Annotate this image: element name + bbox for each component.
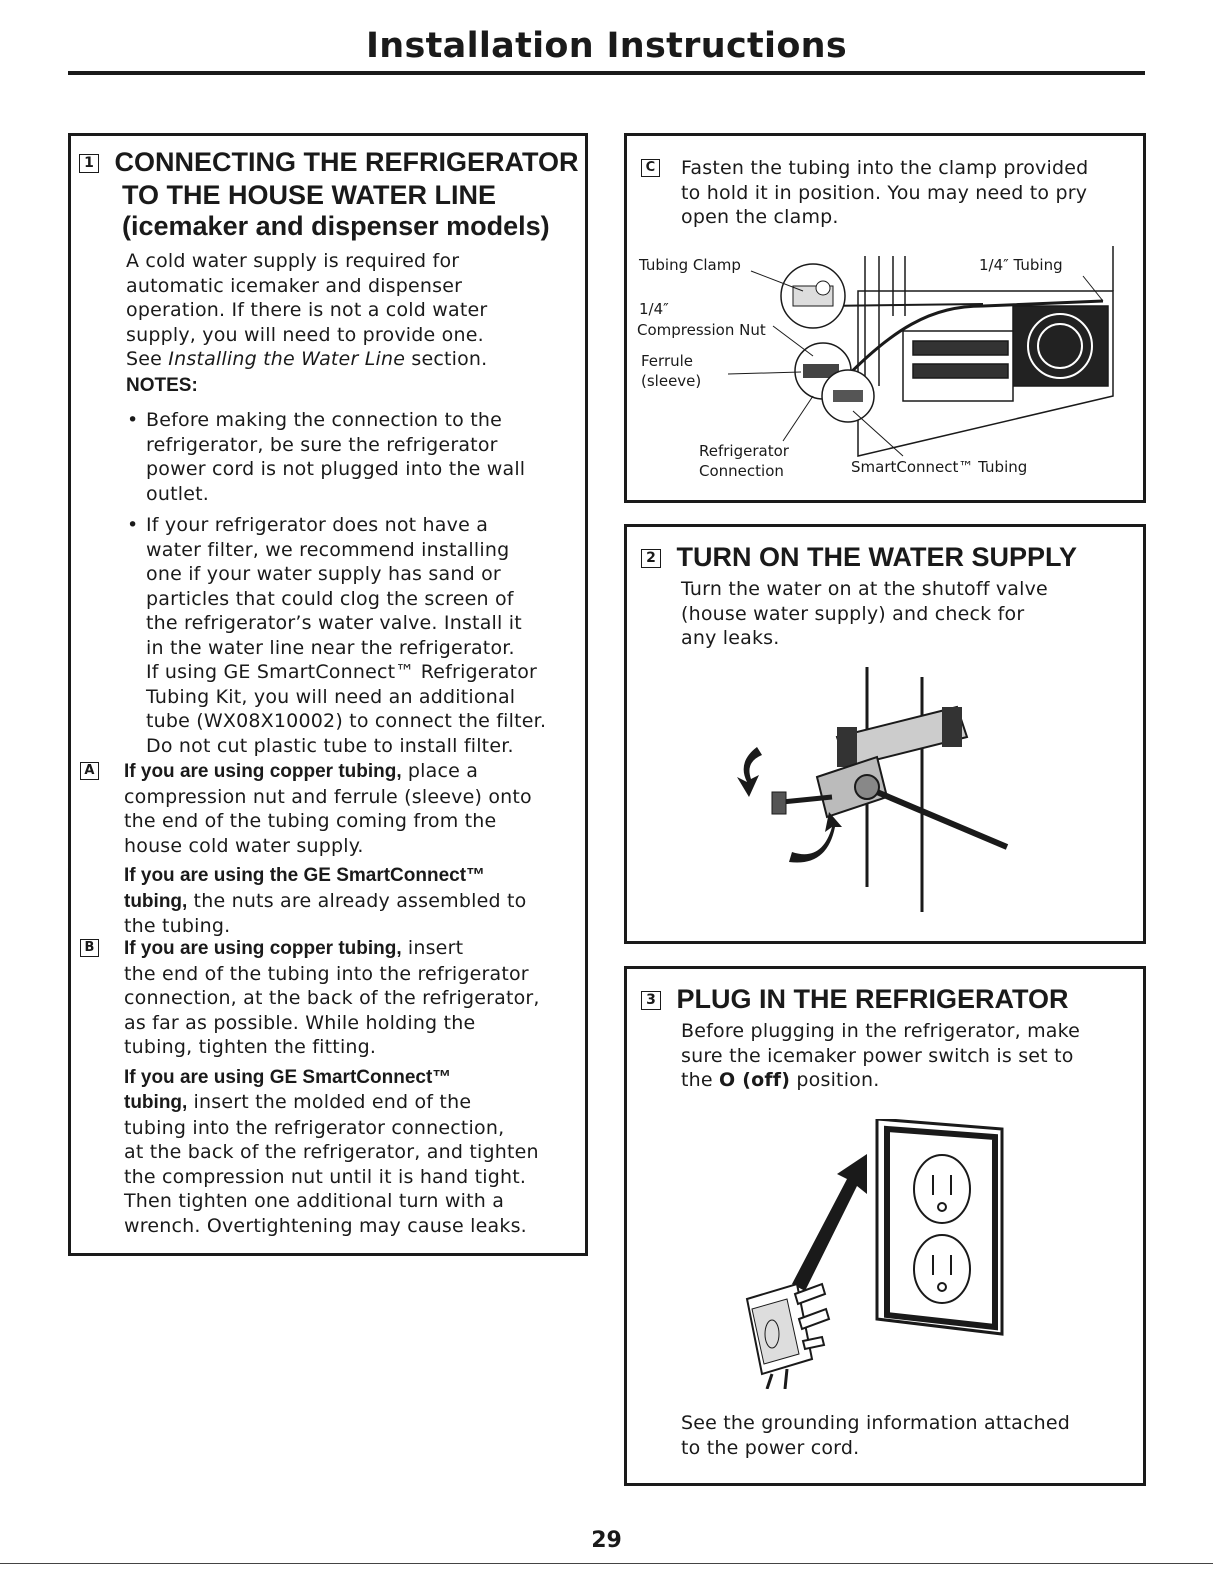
section1-heading-line3: (icemaker and dispenser models) xyxy=(122,211,550,241)
shutoff-valve-illustration xyxy=(717,667,1017,917)
step-a-copper-tubing: A If you are using copper tubing, place a compression nut and ferrule (sleeve) onto the end of the tubing coming from the house cold water supply. If you are using the GE SmartConnect™ tubing, the nuts are already assembled to the tubing. xyxy=(81,759,571,939)
step-letter-a: A xyxy=(80,762,99,780)
step-c-clamp xyxy=(624,133,1146,503)
off-position: O (off) xyxy=(719,1069,791,1091)
page-number: 29 xyxy=(591,1528,622,1553)
section3-text: Before plugging in the refrigerator, make sure the icemaker power switch is set to the O (off) position. xyxy=(681,1020,1081,1091)
step-number-1: 1 xyxy=(79,154,99,173)
grounding-info-text: See the grounding information attached to the power cord. xyxy=(681,1412,1071,1459)
tubing-connection-diagram xyxy=(633,246,1137,492)
outlet-plug-illustration xyxy=(727,1119,1027,1389)
label-quarter: 1/4″ xyxy=(639,300,669,318)
step-c-text: C Fasten the tubing into the clamp provided to hold it in position. You may need to pry open the clamp. xyxy=(681,156,1141,230)
label-quarter-tubing: 1/4″ Tubing xyxy=(979,256,1063,274)
page-title: Installation Instructions xyxy=(365,26,848,66)
step-number-3: 3 xyxy=(641,991,661,1010)
step-b-insert-tubing: B If you are using copper tubing, insert the end of the tubing into the refrigerator connection, at the back of the refrigerator, as far as possible. While holding the tubing, tighten the fitting. If you are using GE SmartConnect™ tubing, insert the molded end of the tubing into the refrigerator connection, at the back of the refrigerator, and tighten the compression nut until it is hand tight. Then tighten one additional turn with a wrench. Overtightening may cause leaks. xyxy=(81,936,571,1238)
section1-intro: A cold water supply is required for automatic icemaker and dispenser operation. If there is not a cold water supply, you will need to provide one. See Installing the Water Line section. xyxy=(126,250,488,370)
label-connection: Connection xyxy=(699,462,784,480)
label-sleeve: (sleeve) xyxy=(641,372,702,390)
label-tubing-clamp: Tubing Clamp xyxy=(639,256,741,274)
label-ferrule: Ferrule xyxy=(641,352,694,370)
notes-heading: NOTES: xyxy=(126,375,198,396)
label-compression-nut: Compression Nut xyxy=(637,321,766,339)
bottom-rule xyxy=(0,1563,1213,1564)
label-refrigerator: Refrigerator xyxy=(699,442,789,460)
section1-heading-line2: TO THE HOUSE WATER LINE xyxy=(122,180,497,210)
section-plug-in-refrigerator xyxy=(624,966,1146,1486)
label-smartconnect-tubing: SmartConnect™ Tubing xyxy=(851,458,1028,476)
section2-heading: 2 TURN ON THE WATER SUPPLY xyxy=(641,543,1077,572)
step-letter-c: C xyxy=(641,159,660,177)
note-bullet-water-filter: • If your refrigerator does not have a water filter, we recommend installing one if your water supply has sand or particles that could clog the screen of the refrigerator’s water valve. Install it in the water line near the refrigerator. If using GE SmartConnect™ Refrigerator Tubing Kit, you will need an additional tube (WX08X10002) to connect the filter. Do not cut plastic tube to install filter. xyxy=(127,514,547,757)
step-number-2: 2 xyxy=(641,549,661,568)
section1-heading: 1 CONNECTING THE REFRIGERATOR xyxy=(79,148,579,177)
note-bullet-power-cord: • Before making the connection to the refrigerator, be sure the refrigerator power cord is not plugged into the wall outlet. xyxy=(127,409,526,505)
section-connect-water-line xyxy=(68,133,588,1256)
step-letter-b: B xyxy=(80,939,99,957)
section2-text: Turn the water on at the shutoff valve (house water supply) and check for any leaks. xyxy=(681,578,1048,649)
section-turn-on-water xyxy=(624,524,1146,944)
section3-heading: 3 PLUG IN THE REFRIGERATOR xyxy=(641,985,1069,1014)
installing-water-line-ref: Installing the Water Line xyxy=(168,348,406,370)
title-rule xyxy=(68,71,1145,75)
